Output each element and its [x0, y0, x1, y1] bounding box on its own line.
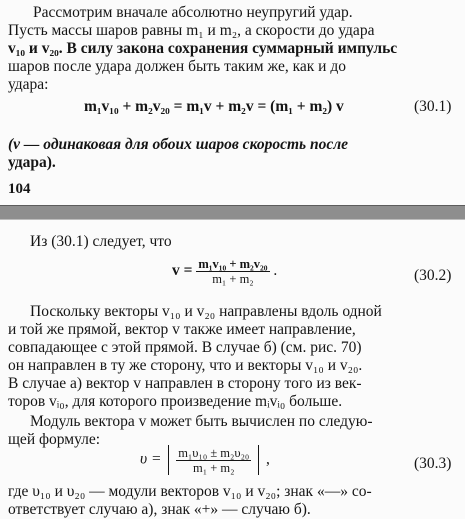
equation-30-2: [172, 257, 277, 286]
equation-number: (30.2): [414, 267, 452, 284]
page-number: 104: [8, 181, 31, 197]
text-line: он направлен в ту же сторону, что и векторы v₁₀ и v₂₀.: [8, 357, 363, 374]
equation-30-3: [140, 445, 270, 475]
eq3-lhs: υ =: [140, 450, 162, 468]
abs-bar-left: [168, 445, 169, 475]
equation-number: (30.3): [414, 455, 452, 472]
eq2-fraction: [196, 257, 269, 286]
text-line: щей формуле:: [8, 431, 101, 448]
eq3-fraction: [176, 446, 251, 475]
equation-30-1: m₁v₁₀ + m₂v₂₀ = m₁v + m₂v = (m₁ + m₂) v: [84, 98, 344, 115]
note-line: (v — одинаковая для обоих шаров скорость после: [8, 136, 349, 153]
upper-page: [0, 0, 465, 205]
lower-page: [0, 219, 465, 519]
intro-line: Из (30.1) следует, что: [30, 233, 172, 250]
text-line: где υ₁₀ и υ₂₀ — модули векторов v₁₀ и v₂₀; знак «—» со-: [8, 483, 372, 500]
text-line: и той же прямой, вектор v также имеет направление,: [8, 321, 356, 338]
page-divider: [0, 205, 465, 220]
text-line: ответствует случаю а), знак «+» — случаю б).: [8, 501, 311, 518]
text-line: В случае а) вектор v направлен в сторону того из век-: [8, 375, 362, 392]
text-line: шаров после удара должен быть таким же, как и до: [8, 58, 346, 75]
text-line: Пусть массы шаров равны m₁ и m₂, а скорости до удара: [8, 22, 375, 39]
eq3-numerator: m₁υ₁₀ ± m₂υ₂₀: [178, 445, 250, 460]
equation-number: (30.1): [414, 98, 452, 115]
abs-bar-right: [258, 445, 259, 475]
eq3-denominator: m₁ + m₂: [193, 460, 235, 475]
note-line: удара).: [8, 154, 56, 171]
eq2-denominator: m₁ + m₂: [212, 272, 254, 286]
text-line: Поскольку векторы v₁₀ и v₂₀ направлены вдоль одной: [30, 303, 382, 320]
eq2-lhs: v =: [172, 262, 193, 280]
eq2-numerator: m₁v₁₀ + m₂v₂₀: [198, 257, 268, 271]
eq2-tail: .: [273, 262, 278, 280]
text-line: торов vᵢ₀, для которого произведение mᵢvᵢ₀ больше.: [8, 393, 343, 410]
text-line: Модуль вектора v может быть вычислен по следую-: [30, 413, 373, 430]
eq3-tail: ,: [266, 450, 270, 468]
text-line: v₁₀ и v₂₀. В силу закона сохранения суммарный импульс: [8, 40, 398, 57]
text-line: совпадающее с этой прямой. В случае б) (см. рис. 70): [8, 339, 362, 356]
text-line: Рассмотрим вначале абсолютно неупругий удар.: [33, 4, 353, 21]
text-line: удара:: [8, 76, 49, 93]
